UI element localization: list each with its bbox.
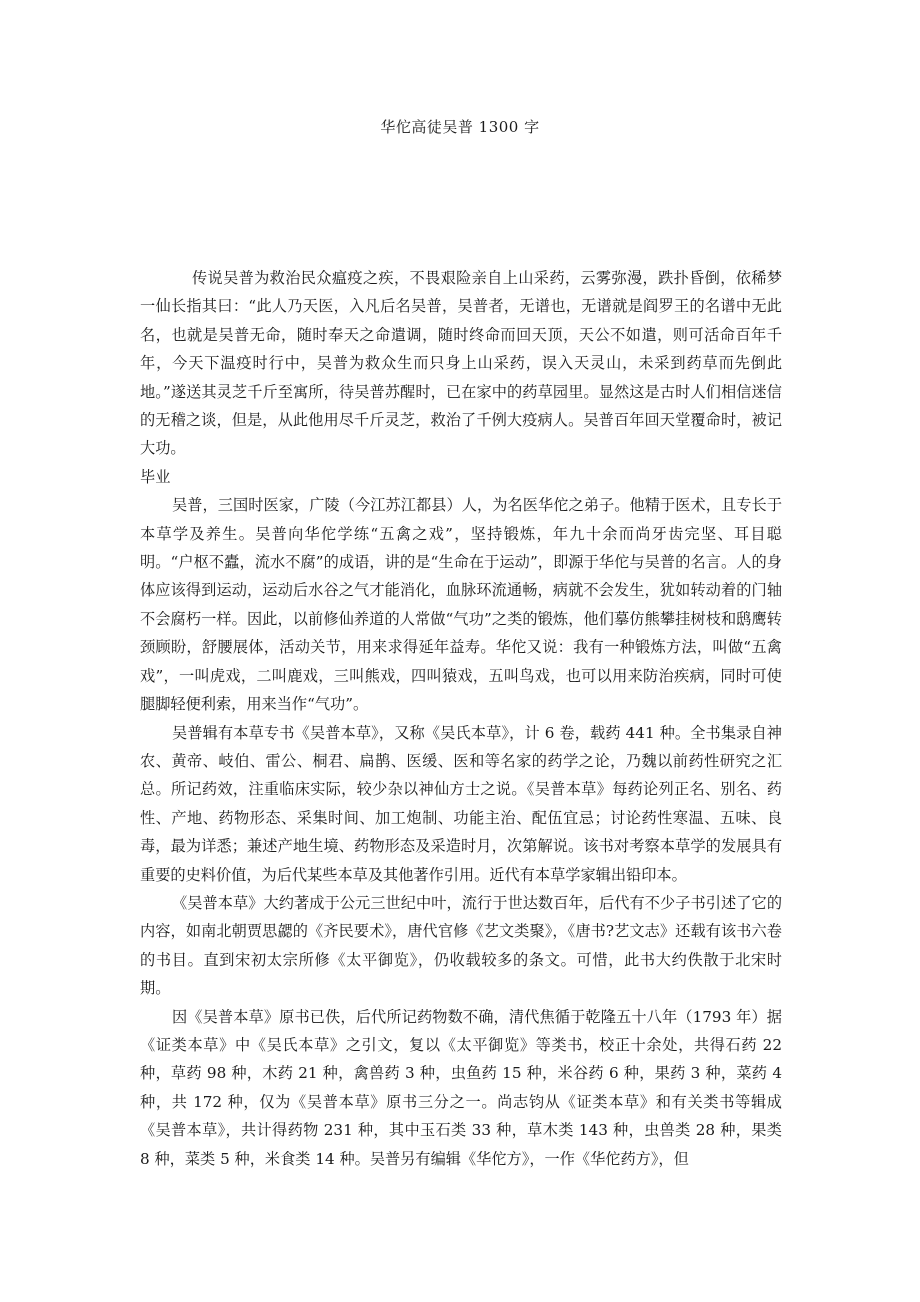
section-heading: 毕业 — [140, 467, 171, 486]
page-title: 华佗高徒吴普 1300 字 — [380, 118, 540, 136]
paragraph-herbal-book: 吴普辑有本草专书《吴普本草》，又称《吴氏本草》，计 6 卷，载药 441 种。全书集录自神农、黄帝、岐伯、雷公、桐君、扁鹊、医缓、医和等名家的药学之论，乃魏以前药性研究之汇总。所记药效，注重临床实际，较少杂以神仙方士之说。《吴普本草》每药论列正名、别名、药性、产地、药物形态、采集时间、加工炮制、功能主治、配伍宜忌；讨论药性寒温、五味、良毒，最为详悉；兼述产地生境、药物形态及采造时月，次第解说。该书对考察本草学的发展具有重要的史料价值，为后代某些本草及其他著作引用。近代有本草学家辑出铅印本。 — [140, 723, 782, 884]
document-body — [140, 264, 782, 1173]
paragraph-reconstruction: 因《吴普本草》原书已佚，后代所记药物数不确，清代焦循于乾隆五十八年（1793 年）据《证类本草》中《吴氏本草》之引文，复以《太平御览》等类书，校正十余处，共得石药 22 种，草药 98 种，木药 21 种，禽兽药 3 种，虫鱼药 15 种，米谷药 6 种，果药 3 种，菜药 4 种，共 172 种，仅为《吴普本草》原书三分之一。尚志钧从《证类本草》和有关类书等辑成《吴普本草》，共计得药物 231 种，其中玉石类 33 种，草木类 143 种，虫兽类 28 种，果类 8 种，菜类 5 种，米食类 14 种。吴普另有编辑《华佗方》，一作《华佗药方》，但 — [140, 1007, 782, 1168]
intro-paragraph: 传说吴普为救治民众瘟疫之疾，不畏艰险亲自上山采药，云雾弥漫，跌扑昏倒，依稀梦一仙长指其曰：“此人乃天医，入凡后名吴普，吴普者，无谱也，无谱就是阎罗王的名谱中无此名，也就是吴普无命，随时奉天之命遣调，随时终命而回天顶，天公不如遣，则可活命百年千年，今天下温疫时行中，吴普为救众生而只身上山采药，误入天灵山，未采到药草而先倒此地。”遂送其灵芝千斤至寓所，待吴普苏醒时，已在家中的药草园里。显然这是古时人们相信迷信的无稽之谈，但是，从此他用尽千斤灵芝，救治了千例大疫病人。吴普百年回天堂覆命时，被记大功。 — [140, 269, 782, 458]
paragraph-biography: 吴普，三国时医家，广陵（今江苏江都县）人，为名医华佗之弟子。他精于医术，且专长于本草学及养生。吴普向华佗学练“五禽之戏”，坚持锻炼，年九十余而尚牙齿完坚、耳目聪明。“户枢不蠹，流水不腐”的成语，讲的是“生命在于运动”，即源于华佗与吴普的名言。人的身体应该得到运动，运动后水谷之气才能消化，血脉环流通畅，病就不会发生，犹如转动着的门轴不会腐朽一样。因此，以前修仙养道的人常做“气功”之类的锻炼，他们摹仿熊攀挂树枝和鸱鹰转颈顾盼，舒腰展体，活动关节，用来求得延年益寿。华佗又说：我有一种锻炼方法，叫做“五禽戏”，一叫虎戏，二叫鹿戏，三叫熊戏，四叫猿戏，五叫鸟戏，也可以用来防治疾病，同时可使腿脚轻便利索，用来当作“气功”。 — [140, 496, 782, 714]
paragraph-transmission: 《吴普本草》大约著成于公元三世纪中叶，流行于世达数百年，后代有不少子书引述了它的内容，如南北朝贾思勰的《齐民要术》，唐代官修《艺文类聚》，《唐书?艺文志》还载有该书六卷的书目。直到宋初太宗所修《太平御览》，仍收载较多的条文。可惜，此书大约佚散于北宋时期。 — [140, 893, 782, 998]
